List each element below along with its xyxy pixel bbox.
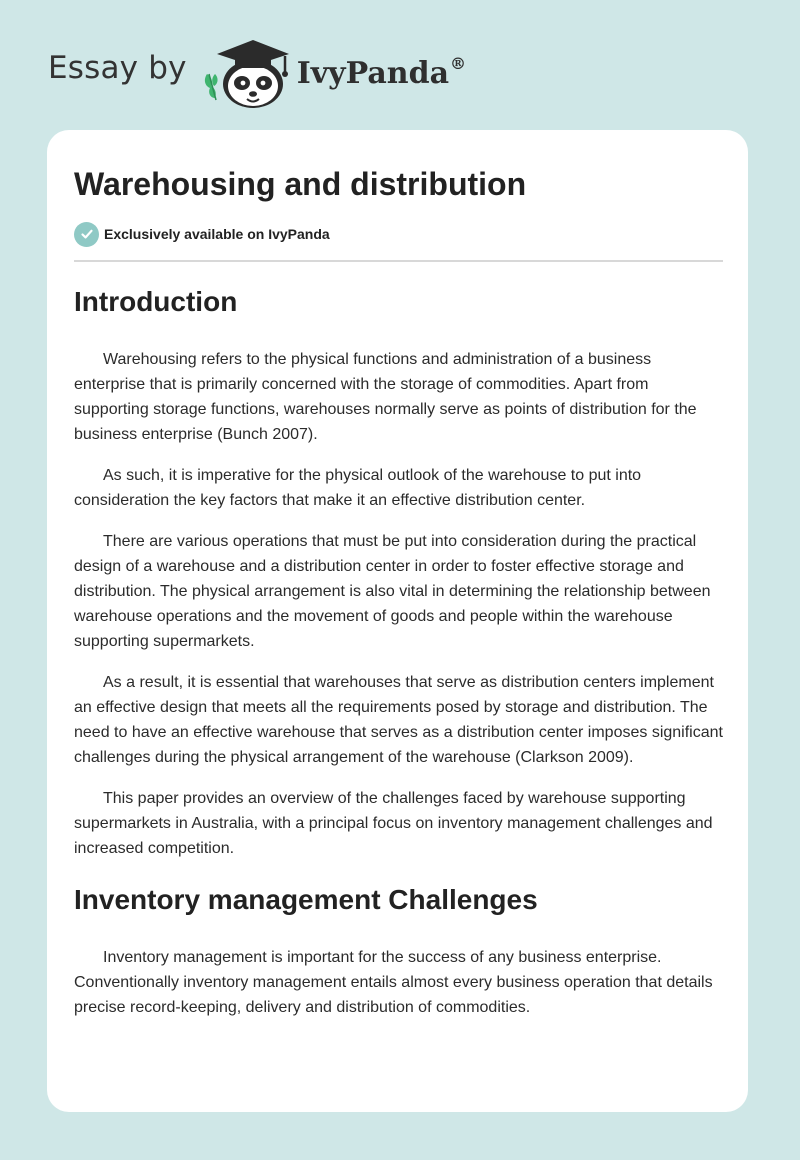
essay-content [74, 162, 723, 1020]
title-divider [74, 260, 723, 262]
check-icon [74, 222, 99, 247]
section-heading-introduction: Introduction [74, 286, 238, 317]
paragraph: Warehousing refers to the physical functions and administration of a business enterprise that is primarily concerned with the storage of commodities. Apart from supporting storage functions, warehouses normally serve as points of distribution for the business enterprise (Bunch 2007). [74, 351, 697, 443]
paragraph: As such, it is imperative for the physical outlook of the warehouse to put into consideration the key factors that make it an effective distribution center. [74, 467, 642, 509]
site-header [48, 34, 466, 110]
paragraph: This paper provides an overview of the challenges faced by warehouse supporting supermarkets in Australia, with a principal focus on inventory management challenges and increased competition. [74, 790, 713, 857]
brand-name: IvyPanda® [296, 53, 467, 91]
paragraph: Inventory management is important for the success of any business enterprise. Conventionally inventory management entails almost every business operation that details precise record-keeping, delivery and distribution of commodities. [74, 949, 713, 1016]
registered-mark: ® [450, 53, 467, 73]
exclusive-badge-label: Exclusively available on IvyPanda [104, 226, 330, 242]
ivypanda-logo[interactable] [201, 34, 466, 110]
essay-by-label: Essay by [48, 50, 187, 86]
essay-card [47, 130, 748, 1112]
page-title: Warehousing and distribution [74, 166, 527, 202]
panda-graduation-cap-icon [201, 34, 293, 110]
paragraph: There are various operations that must be put into consideration during the practical design of a warehouse and a distribution center in order to foster effective storage and distribution. The physical arrangement is also vital in determining the relationship between warehouse operations and the movement of goods and people within the warehouse supporting supermarkets. [74, 533, 711, 650]
section-heading-inventory-management: Inventory management Challenges [74, 884, 538, 915]
paragraph: As a result, it is essential that warehouses that serve as distribution centers implement an effective design that meets all the requirements posed by storage and distribution. The need to have an effective warehouse that serves as a distribution center imposes significant challenges during the physical arrangement of the warehouse (Clarkson 2009). [74, 674, 723, 766]
exclusive-badge [74, 220, 723, 248]
